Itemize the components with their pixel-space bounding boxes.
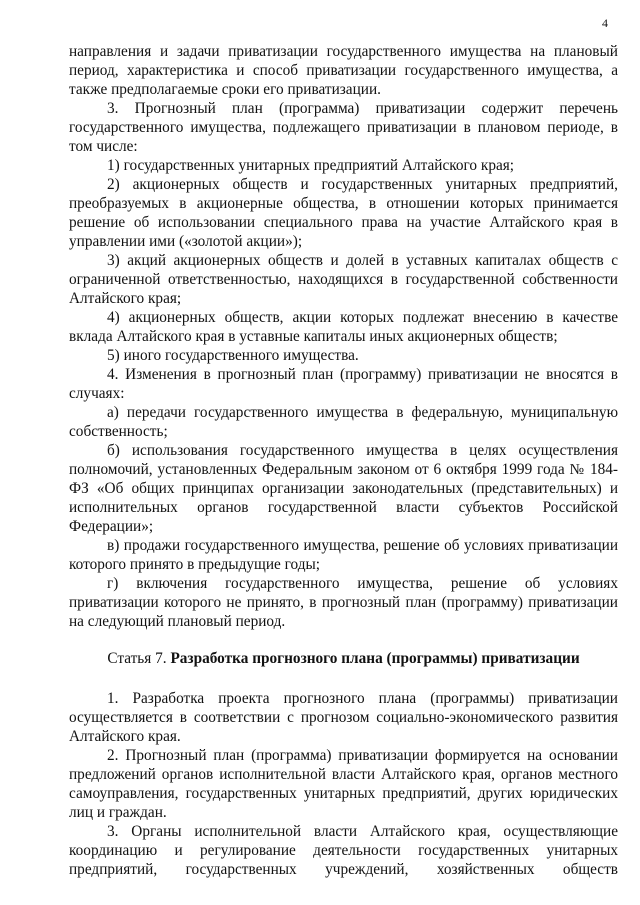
list-item: а) передачи государственного имущества в федеральную, муниципальную собственность; [69,404,618,440]
paragraph: 4. Изменения в прогнозный план (программу) приватизации не вносятся в случаях: [69,366,618,402]
list-item: в) продажи государственного имущества, решение об условиях приватизации которого принято в предыдущие годы; [69,537,618,573]
list-item: 3) акций акционерных обществ и долей в уставных капиталах обществ с ограниченной ответственностью, находящихся в государственной собственности Алтайского края; [69,252,618,307]
paragraph: 3. Прогнозный план (программа) приватизации содержит перечень государственного имущества, подлежащего приватизации в плановом периоде, в том числе: [69,100,618,155]
article-prefix: Статья 7. [107,650,167,667]
paragraph: 1. Разработка проекта прогнозного плана (программы) приватизации осуществляется в соответствии с прогнозом социально-экономического развития Алтайского края. [69,690,618,745]
paragraph: 2. Прогнозный план (программа) приватизации формируется на основании предложений органов исполнительной власти Алтайского края, органов местного самоуправления, государственных унитарных предприятий, других юридических лиц и граждан. [69,747,618,821]
document-body [69,42,618,879]
list-item: 2) акционерных обществ и государственных унитарных предприятий, преобразуемых в акционерные общества, в отношении которых принимается решение об использовании специального права на участие Алтайского края в управлении ими («золотой акции»); [69,176,618,250]
list-item: 5) иного государственного имущества. [107,347,359,364]
article-heading [69,649,618,668]
paragraph: 3. Органы исполнительной власти Алтайского края, осуществляющие координацию и регулирование деятельности государственных унитарных предприятий, государственных учреждений, хозяйственных обществ [69,823,618,878]
list-item: б) использования государственного имущества в целях осуществления полномочий, установленных Федеральным законом от 6 октября 1999 года № 184-ФЗ «Об общих принципах организации законодательных (представительных) и исполнительных органов государственной власти субъектов Российской Федерации»; [69,442,618,535]
list-item: г) включения государственного имущества, решение об условиях приватизации которого не принято, в прогнозный план (программу) приватизации на следующий плановый период. [69,575,618,630]
paragraph: направления и задачи приватизации государственного имущества на плановый период, характеристика и способ приватизации государственного имущества, а также предполагаемые сроки его приватизации. [69,43,618,98]
article-title: Разработка прогнозного плана (программы) приватизации [170,650,580,667]
list-item: 1) государственных унитарных предприятий Алтайского края; [107,157,515,174]
page-number: 4 [602,16,608,30]
list-item: 4) акционерных обществ, акции которых подлежат внесению в качестве вклада Алтайского края в уставные капиталы иных акционерных обществ; [69,309,618,345]
